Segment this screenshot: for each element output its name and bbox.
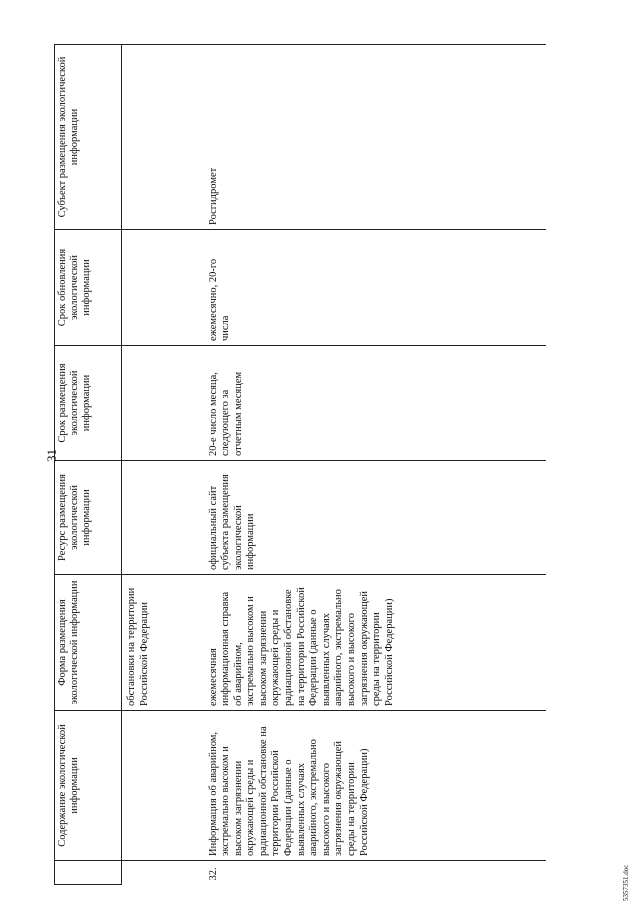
table-row [206, 45, 546, 885]
header-resource: Ресурс размещения экологической информации [55, 461, 122, 575]
header-placement-term: Срок размещения экологической информации [55, 346, 122, 461]
table-header-row [55, 45, 122, 885]
cont-form-cell: обстановки на территории Российской Федерации [122, 575, 206, 711]
row-number: 32. [206, 861, 546, 885]
cont-content-cell [122, 711, 206, 861]
row-update-term: ежемесячно, 20-го числа [206, 230, 546, 346]
row-subject: Росгидромет [206, 45, 546, 230]
cont-number-cell [122, 861, 206, 885]
cont-update-cell [122, 230, 206, 346]
row-placement-term: 20-е число месяца, следующего за отчетным месяцем [206, 346, 546, 461]
header-update-term: Срок обновления экологической информации [55, 230, 122, 346]
row-content: Информация об аварийном, экстремально высоком и высоком загрязнении окружающей среды и радиационной обстановке на территории Российской Федерации (данные о выявленных случаях аварийного, экстремально высокого и высокого загрязнения окружающей среды на территории Российской Федерации) [206, 711, 546, 861]
page-number: 31 [44, 449, 59, 462]
row-form: ежемесячная информационная справка об аварийном, экстремально высоком и высоком загрязнении окружающей среды и радиационной обстановке на территории Российской Федерации (данные о выявленных случаях аварийного, экстремально высокого и высокого загрязнения окружающей среды на территории Российской Федерации) [206, 575, 546, 711]
header-form: Форма размещения экологической информации [55, 575, 122, 711]
cont-subject-cell [122, 45, 206, 230]
table-row [122, 45, 206, 885]
cont-placement-cell [122, 346, 206, 461]
document-id: 5357351.doc [622, 864, 630, 901]
header-subject: Субъект размещения экологической информации [55, 45, 122, 230]
environmental-info-table [54, 44, 546, 885]
row-resource: официальный сайт субъекта размещения экологической информации [206, 461, 546, 575]
cont-resource-cell [122, 461, 206, 575]
header-content: Содержание экологической информации [55, 711, 122, 861]
header-number [55, 861, 122, 885]
